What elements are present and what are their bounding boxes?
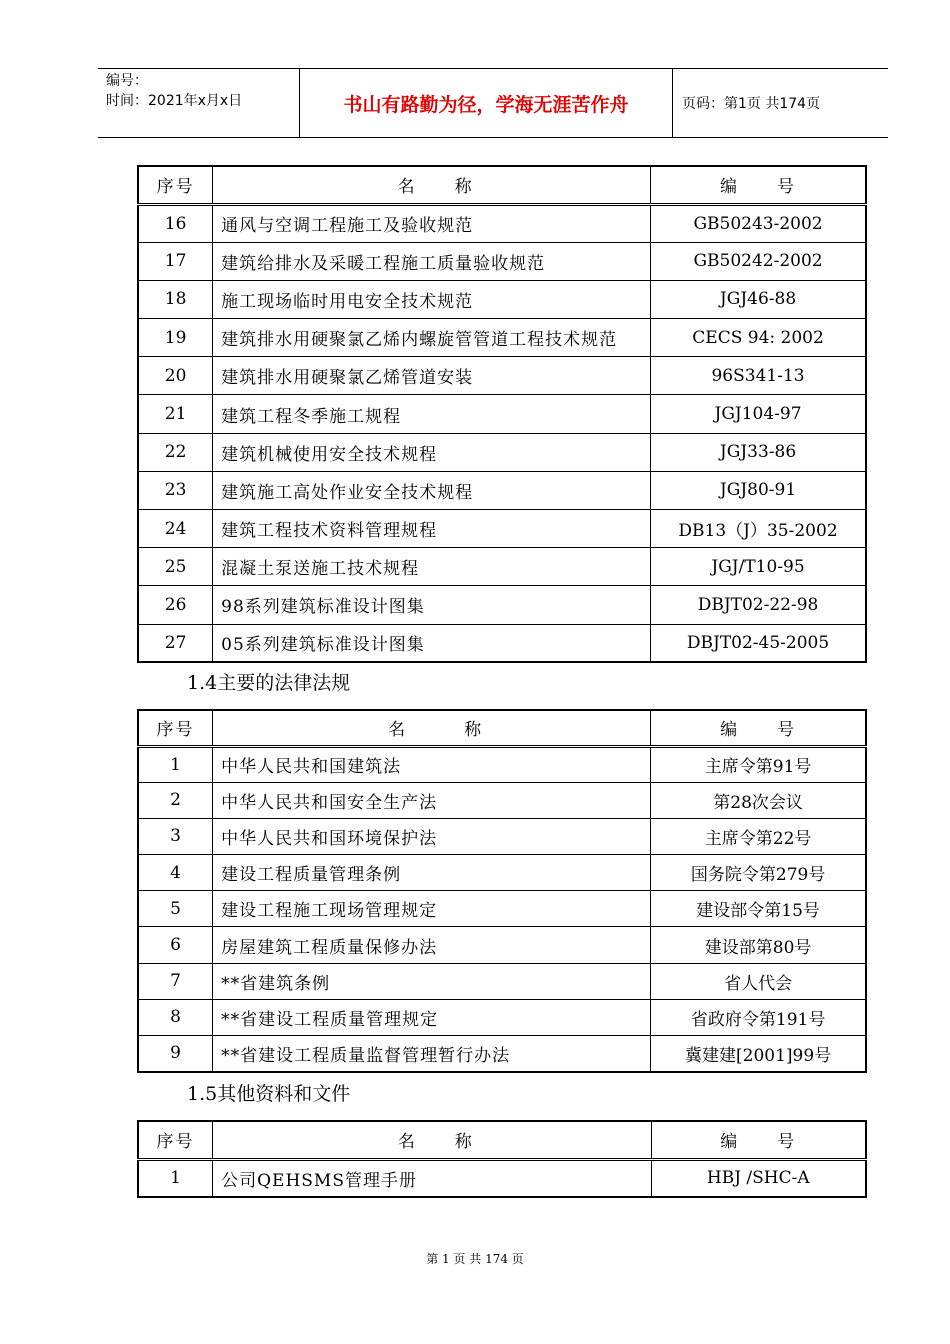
row-code: 建设部第80号 [651, 927, 866, 963]
row-name: 建筑给排水及采暖工程施工质量验收规范 [213, 242, 651, 280]
row-code: DBJT02-45-2005 [651, 624, 866, 662]
row-number: 7 [138, 963, 213, 999]
row-number: 21 [138, 395, 213, 433]
doc-number-label: 编号： [106, 73, 148, 89]
row-number: 1 [138, 746, 213, 782]
row-name: 建筑机械使用安全技术规程 [213, 433, 651, 471]
table-header-row [138, 1121, 866, 1159]
page-footer: 第 1 页 共 174 页 [426, 1252, 524, 1266]
row-name: 建筑排水用硬聚氯乙烯内螺旋管管道工程技术规范 [213, 319, 651, 357]
row-code: 主席令第22号 [651, 818, 866, 854]
row-name: 通风与空调工程施工及验收规范 [213, 204, 651, 242]
row-number: 2 [138, 782, 213, 818]
row-name: 施工现场临时用电安全技术规范 [213, 280, 651, 318]
row-code: 国务院令第279号 [651, 855, 866, 891]
table-row [138, 395, 866, 433]
row-code: HBJ /SHC-A [651, 1159, 866, 1197]
row-number: 5 [138, 891, 213, 927]
row-name: 建筑工程技术资料管理规程 [213, 510, 651, 548]
standards-table [137, 165, 867, 663]
row-name: **省建设工程质量监督管理暂行办法 [213, 1036, 651, 1072]
row-code: DB13（J）35-2002 [651, 510, 866, 548]
table-row [138, 782, 866, 818]
table-row [138, 999, 866, 1035]
page-header [98, 68, 888, 138]
table-header-row [138, 166, 866, 204]
table-row [138, 204, 866, 242]
row-name: 建设工程质量管理条例 [213, 855, 651, 891]
row-code: JGJ46-88 [651, 280, 866, 318]
header-page-info: 页码：第1页 共174页 [682, 96, 821, 112]
row-code: 省人代会 [651, 963, 866, 999]
table-header-row [138, 710, 866, 746]
row-name: 98系列建筑标准设计图集 [213, 586, 651, 624]
header-cell: 序号 [138, 710, 213, 746]
row-code: JGJ/T10-95 [651, 548, 866, 586]
table-row [138, 433, 866, 471]
row-number: 1 [138, 1159, 213, 1197]
table-row [138, 1159, 866, 1197]
header-cell: 名 称 [213, 710, 651, 746]
row-name: **省建设工程质量管理规定 [213, 999, 651, 1035]
row-number: 26 [138, 586, 213, 624]
table-row [138, 818, 866, 854]
header-cell: 编 号 [651, 710, 866, 746]
row-name: 建筑排水用硬聚氯乙烯管道安装 [213, 357, 651, 395]
header-motto: 书山有路勤为径，学海无涯苦作舟 [299, 69, 673, 137]
row-number: 16 [138, 204, 213, 242]
row-number: 17 [138, 242, 213, 280]
table-row [138, 927, 866, 963]
laws-table [137, 709, 867, 1073]
row-name: 公司QEHSMS管理手册 [213, 1159, 651, 1197]
header-cell: 名 称 [213, 166, 651, 204]
table-row [138, 1036, 866, 1072]
row-code: 冀建建[2001]99号 [651, 1036, 866, 1072]
row-name: 建筑工程冬季施工规程 [213, 395, 651, 433]
section-title-other-docs: 1.5其他资料和文件 [187, 1083, 351, 1105]
row-name: 混凝土泵送施工技术规程 [213, 548, 651, 586]
row-name: 房屋建筑工程质量保修办法 [213, 927, 651, 963]
row-number: 23 [138, 471, 213, 509]
table-row [138, 319, 866, 357]
row-code: 96S341-13 [651, 357, 866, 395]
row-number: 4 [138, 855, 213, 891]
row-name: 05系列建筑标准设计图集 [213, 624, 651, 662]
table-row [138, 746, 866, 782]
table-row [138, 855, 866, 891]
row-number: 19 [138, 319, 213, 357]
row-name: 中华人民共和国建筑法 [213, 746, 651, 782]
row-code: GB50243-2002 [651, 204, 866, 242]
header-cell: 序号 [138, 166, 213, 204]
header-cell: 编 号 [651, 1121, 866, 1159]
table-row [138, 963, 866, 999]
other-docs-table [137, 1120, 867, 1198]
row-number: 18 [138, 280, 213, 318]
header-cell: 名 称 [213, 1121, 651, 1159]
row-name: **省建筑条例 [213, 963, 651, 999]
section-title-laws: 1.4主要的法律法规 [187, 672, 351, 694]
table-row [138, 510, 866, 548]
row-number: 22 [138, 433, 213, 471]
row-number: 27 [138, 624, 213, 662]
row-code: 建设部令第15号 [651, 891, 866, 927]
row-code: JGJ80-91 [651, 471, 866, 509]
row-code: 主席令第91号 [651, 746, 866, 782]
header-cell: 序号 [138, 1121, 213, 1159]
row-code: JGJ33-86 [651, 433, 866, 471]
row-name: 建设工程施工现场管理规定 [213, 891, 651, 927]
row-number: 6 [138, 927, 213, 963]
table-row [138, 242, 866, 280]
row-number: 9 [138, 1036, 213, 1072]
row-number: 25 [138, 548, 213, 586]
table-row [138, 548, 866, 586]
row-code: 第28次会议 [651, 782, 866, 818]
table-row [138, 471, 866, 509]
row-name: 建筑施工高处作业安全技术规程 [213, 471, 651, 509]
row-code: 省政府令第191号 [651, 999, 866, 1035]
row-code: JGJ104-97 [651, 395, 866, 433]
table-row [138, 280, 866, 318]
table-row [138, 357, 866, 395]
header-cell: 编 号 [651, 166, 866, 204]
row-code: GB50242-2002 [651, 242, 866, 280]
row-number: 24 [138, 510, 213, 548]
row-name: 中华人民共和国环境保护法 [213, 818, 651, 854]
doc-date: 时间：2021年x月x日 [106, 93, 243, 109]
row-code: CECS 94: 2002 [651, 319, 866, 357]
row-name: 中华人民共和国安全生产法 [213, 782, 651, 818]
row-number: 3 [138, 818, 213, 854]
row-code: DBJT02-22-98 [651, 586, 866, 624]
table-row [138, 891, 866, 927]
row-number: 20 [138, 357, 213, 395]
table-row [138, 586, 866, 624]
table-row [138, 624, 866, 662]
header-meta [106, 71, 296, 111]
row-number: 8 [138, 999, 213, 1035]
